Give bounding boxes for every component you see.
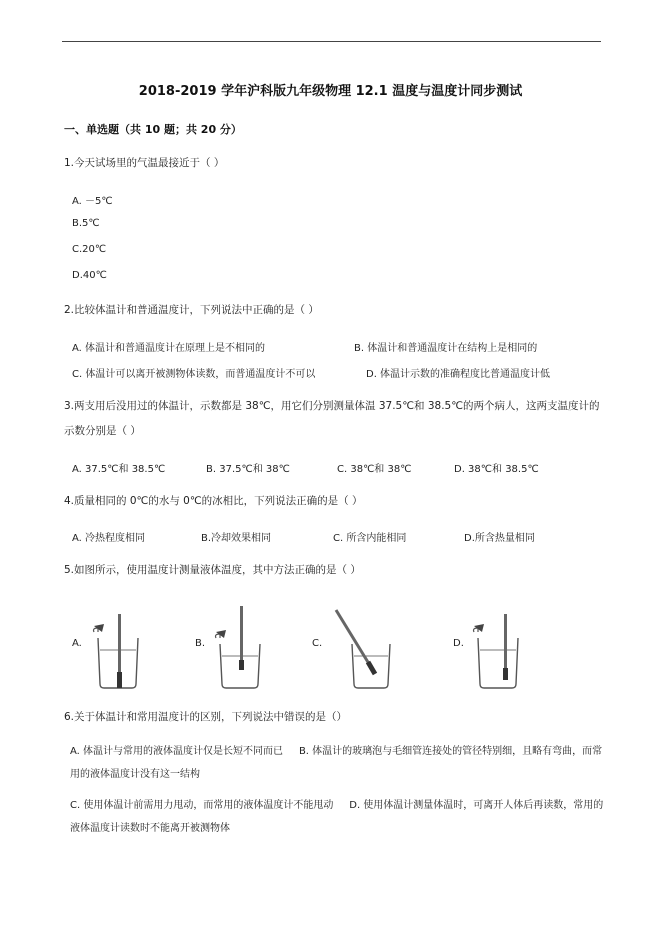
option-a: A. 体温计与常用的液体温度计仅是长短不同而已: [70, 746, 284, 757]
figure-label-d: D.: [453, 638, 464, 649]
figure-label-b: B.: [195, 638, 206, 649]
option-d: D.40℃: [72, 270, 107, 281]
question-stem: 2.比较体温计和普通温度计，下列说法中正确的是（ ）: [64, 304, 319, 316]
option-paragraph-cd: [70, 794, 605, 840]
question-stem: 6.关于体温计和常用温度计的区别，下列说法中错误的是（）: [64, 711, 348, 723]
option-c: C. 使用体温计前需用力甩动，而常用的液体温度计不能甩动: [70, 800, 334, 811]
option-a: A. 37.5℃和 38.5℃: [72, 464, 166, 475]
header-rule: [62, 41, 601, 42]
option-a: A. 冷热程度相同: [72, 533, 146, 544]
option-paragraph-ab: [70, 740, 605, 786]
figure-label-a: A.: [72, 638, 82, 649]
question-stem: 3.两支用后没用过的体温计，示数都是 38℃，用它们分别测量体温 37.5℃和 38.5℃的两个病人，这两支温度计的示数分别是（ ）: [64, 400, 600, 437]
option-b: B.冷却效果相同: [201, 533, 272, 544]
option-a: A. －5℃: [72, 196, 113, 207]
beaker-figure-d: [470, 612, 530, 692]
option-d: D. 使用体温计测量体温时，可离开人体后再读数，常用的液体温度计读数时不能离开被测物体: [70, 800, 604, 834]
option-d: D. 38℃和 38.5℃: [454, 464, 539, 475]
option-c: C. 38℃和 38℃: [337, 464, 412, 475]
question-stem: 5.如图所示，使用温度计测量液体温度，其中方法正确的是（ ）: [64, 564, 361, 576]
option-b: B. 体温计的玻璃泡与毛细管连接处的管径特别细，且略有弯曲，而常用的液体温度计没有这一结构: [70, 746, 603, 780]
option-d: D. 体温计示数的准确程度比普通温度计低: [366, 369, 551, 380]
option-b: B. 37.5℃和 38℃: [206, 464, 290, 475]
option-b: B.5℃: [72, 218, 100, 229]
page-title: 2018-2019 学年沪科版九年级物理 12.1 温度与温度计同步测试: [138, 84, 523, 99]
section-heading: 一、单选题（共 10 题；共 20 分）: [64, 123, 242, 136]
option-c: C. 所含内能相同: [333, 533, 407, 544]
beaker-figure-c: [330, 606, 394, 692]
option-c: C. 体温计可以离开被测物体读数，而普通温度计不可以: [72, 369, 316, 380]
option-c: C.20℃: [72, 244, 107, 255]
question-stem: 4.质量相同的 0℃的水与 0℃的冰相比，下列说法正确的是（ ）: [64, 495, 363, 507]
beaker-figure-b: [212, 604, 272, 692]
beaker-figure-a: [90, 612, 150, 692]
figure-label-c: C.: [312, 638, 323, 649]
question-stem: 1.今天试场里的气温最接近于（ ）: [64, 157, 225, 169]
option-d: D.所含热量相同: [464, 533, 535, 544]
option-a: A. 体温计和普通温度计在原理上是不相同的: [72, 343, 266, 354]
option-b: B. 体温计和普通温度计在结构上是相同的: [354, 343, 538, 354]
